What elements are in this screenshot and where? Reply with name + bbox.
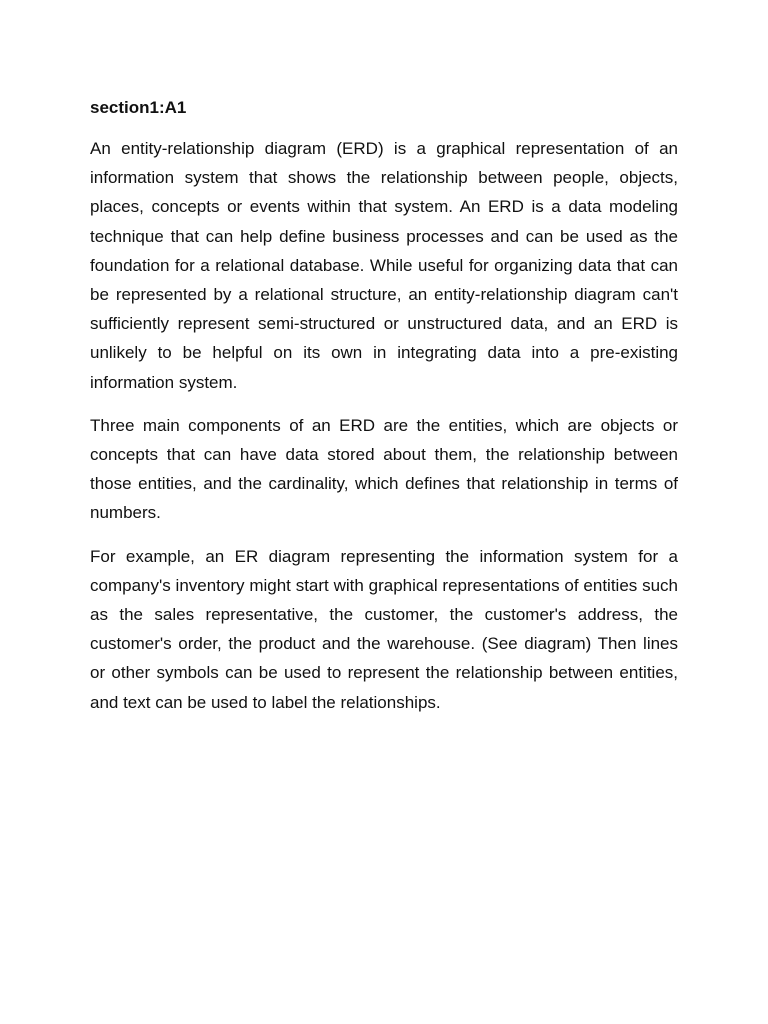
document-page <box>90 96 678 731</box>
section-heading: section1:A1 <box>90 98 187 117</box>
paragraph-erd-components: Three main components of an ERD are the entities, which are objects or concepts that can have data stored about them, the relationship between those entities, and the cardinality, which defines that relationship in terms of numbers. <box>90 415 678 523</box>
paragraph-erd-example: For example, an ER diagram representing the information system for a company's inventory might start with graphical representations of entities such as the sales representative, the customer, the customer's address, the customer's order, the product and the warehouse. (See diagram) Then lines or other symbols can be used to represent the relationship between entities, and text can be used to label the relationships. <box>90 546 678 712</box>
paragraph-erd-definition: An entity-relationship diagram (ERD) is a graphical representation of an information system that shows the relationship between people, objects, places, concepts or events within that system. An ERD is a data modeling technique that can help define business processes and can be used as the foundation for a relational database. While useful for organizing data that can be represented by a relational structure, an entity-relationship diagram can't sufficiently represent semi-structured or unstructured data, and an ERD is unlikely to be helpful on its own in integrating data into a pre-existing information system. <box>90 139 678 392</box>
